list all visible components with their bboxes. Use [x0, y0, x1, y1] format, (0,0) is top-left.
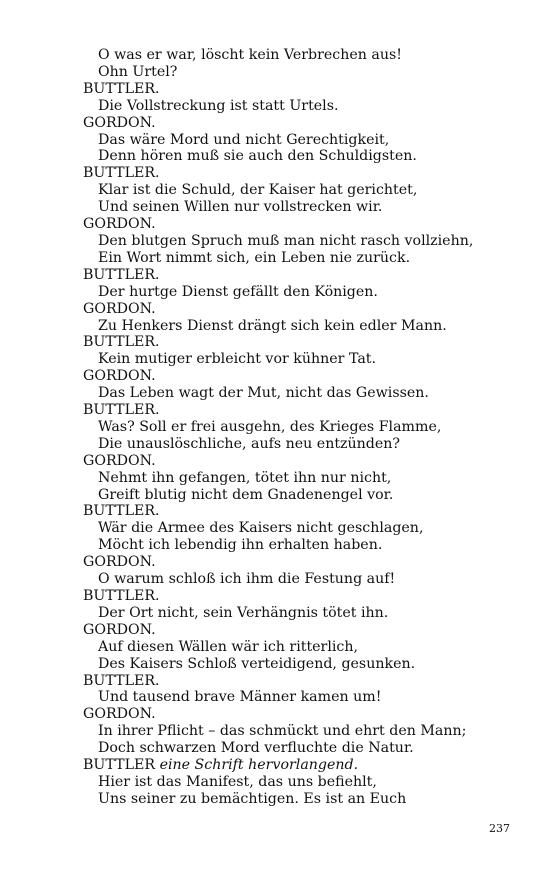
verse-line: Das wäre Mord und nicht Gerechtigkeit, — [98, 131, 390, 148]
verse-line: Zu Henkers Dienst drängt sich kein edler Mann. — [98, 317, 447, 334]
speaker-name: BUTTLER. — [83, 334, 160, 351]
speaker-name: GORDON. — [83, 706, 156, 723]
speaker-name: BUTTLER. — [83, 588, 160, 604]
verse-line: O warum schloß ich ihm die Festung auf! — [98, 571, 396, 588]
verse-line: Das Leben wagt der Mut, nicht das Gewissen. — [98, 385, 429, 402]
verse-line: Uns seiner zu bemächtigen. Es ist an Euch — [98, 790, 407, 807]
verse-line: Der Ort nicht, sein Verhängnis tötet ihn. — [98, 604, 389, 621]
speaker-name: GORDON. — [83, 452, 156, 469]
speaker-name: BUTTLER. — [83, 503, 160, 520]
play-text — [83, 47, 523, 808]
speaker-name: BUTTLER. — [83, 672, 160, 689]
speaker-name: BUTTLER. — [83, 165, 160, 182]
verse-line: Ohn Urtel? — [98, 63, 178, 80]
verse-line: Des Kaisers Schloß verteidigend, gesunken. — [98, 655, 416, 672]
verse-line: Der hurtge Dienst gefällt den Königen. — [98, 283, 378, 300]
speaker-name: GORDON. — [83, 114, 156, 131]
verse-line: Hier ist das Manifest, das uns befiehlt, — [98, 773, 377, 790]
speaker-name: GORDON. — [83, 368, 156, 385]
verse-line: Auf diesen Wällen wär ich ritterlich, — [98, 638, 359, 655]
verse-line: Klar ist die Schuld, der Kaiser hat gerichtet, — [98, 182, 418, 199]
verse-line: Greift blutig nicht dem Gnadenengel vor. — [98, 486, 394, 503]
verse-line: Und seinen Willen nur vollstrecken wir. — [98, 199, 383, 216]
verse-line: O was er war, löscht kein Verbrechen aus! — [98, 47, 402, 63]
verse-line: Die Vollstreckung ist statt Urtels. — [98, 97, 339, 114]
speaker-name: BUTTLER. — [83, 402, 160, 419]
verse-line: Wär die Armee des Kaisers nicht geschlagen, — [98, 520, 424, 537]
speaker-name: BUTTLER. — [83, 80, 160, 97]
verse-line: Die unauslöschliche, aufs neu entzünden? — [98, 435, 401, 452]
speaker-with-stage-direction — [83, 757, 523, 774]
verse-line: Kein mutiger erbleicht vor kühner Tat. — [98, 351, 376, 368]
verse-line: Denn hören muß sie auch den Schuldigsten. — [98, 148, 417, 165]
speaker-name: GORDON. — [83, 621, 156, 638]
verse-line: Nehmt ihn gefangen, tötet ihn nur nicht, — [98, 469, 392, 486]
speaker-name: BUTTLER — [83, 757, 156, 774]
speaker-name: GORDON. — [83, 300, 156, 317]
verse-line: Möcht ich lebendig ihn erhalten haben. — [98, 537, 383, 554]
verse-line: Doch schwarzen Mord verfluchte die Natur. — [98, 740, 414, 757]
stage-direction: eine Schrift hervorlangend. — [159, 757, 359, 774]
verse-line: In ihrer Pflicht – das schmückt und ehrt den Mann; — [98, 723, 467, 740]
verse-line: Ein Wort nimmt sich, ein Leben nie zurück. — [98, 249, 411, 266]
verse-line: Den blutgen Spruch muß man nicht rasch vollziehn, — [98, 232, 474, 249]
speaker-name: GORDON. — [83, 216, 156, 233]
speaker-name: BUTTLER. — [83, 266, 160, 283]
page-number: 237 — [489, 822, 510, 835]
verse-line: Und tausend brave Männer kamen um! — [98, 689, 382, 706]
verse-line: Was? Soll er frei ausgehn, des Krieges Flamme, — [98, 418, 442, 435]
speaker-name: GORDON. — [83, 554, 156, 571]
